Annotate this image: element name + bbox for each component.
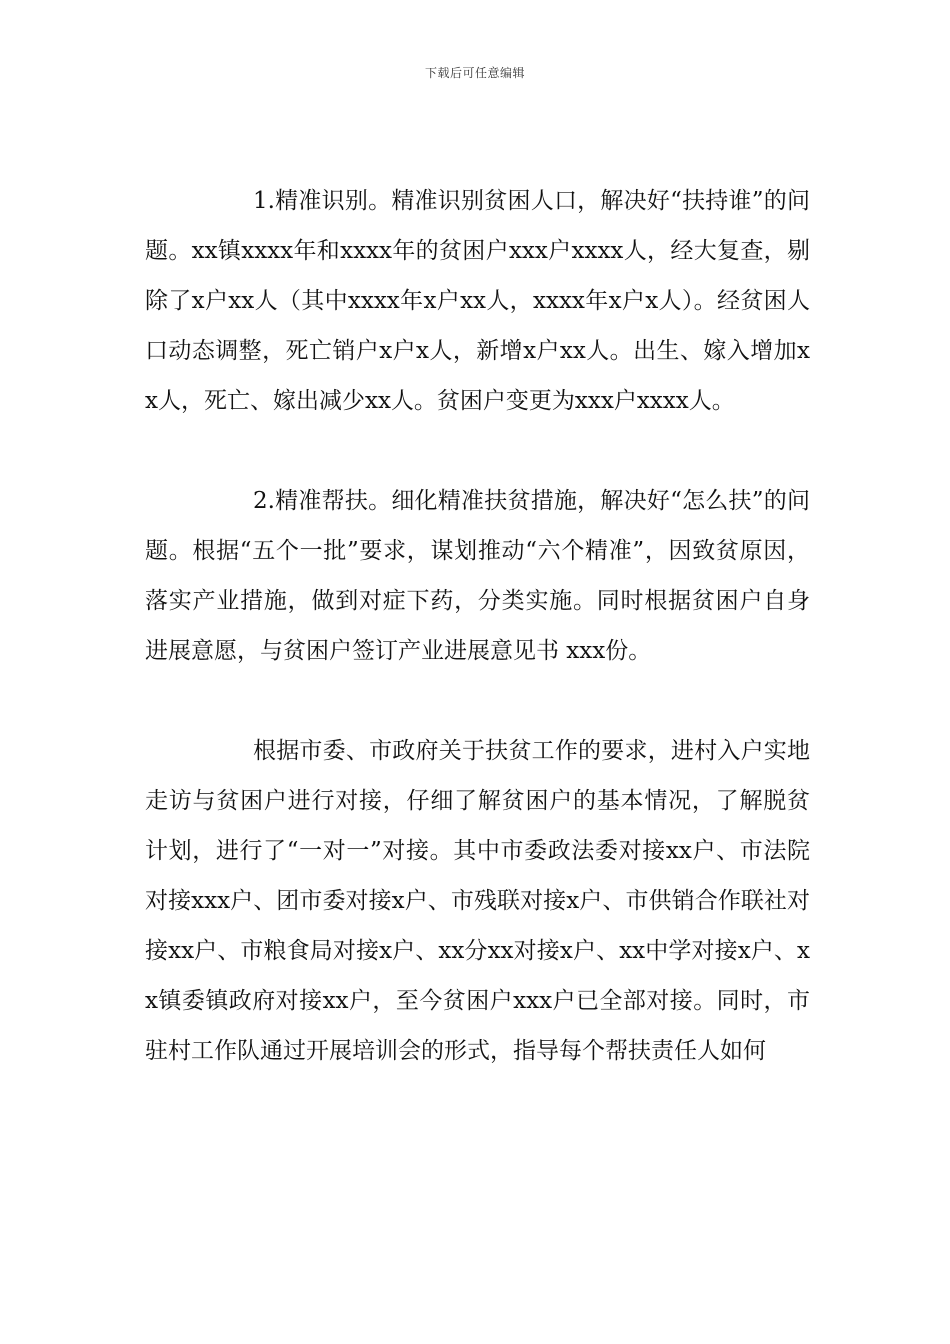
paragraph-precise-identification: 1.精准识别。精准识别贫困人口，解决好“扶持谁”的问题。xx镇xxxx年和xxxx年的贫困户xxx户xxxx人，经大复查，剔除了x户xx人（其中xxxx年x户xx人，xxxx年x户x人）。经贫困人口动态调整，死亡销户x户x人，新增x户xx人。出生、嫁入增加xx人，死亡、嫁出减少xx人。贫困户变更为xxx户xxxx人。 (145, 188, 810, 414)
paragraph-precise-assistance: 2.精准帮扶。细化精准扶贫措施，解决好“怎么扶”的问题。根据“五个一批”要求，谋划推动“六个精准”，因致贫原因，落实产业措施，做到对症下药，分类实施。同时根据贫困户自身进展意愿，与贫困户签订产业进展意见书 xxx份。 (145, 488, 810, 664)
paragraph-pairing: 根据市委、市政府关于扶贫工作的要求，进村入户实地走访与贫困户进行对接，仔细了解贫困户的基本情况，了解脱贫计划，进行了“一对一”对接。其中市委政法委对接xx户、市法院对接xxx户、团市委对接x户、市残联对接x户、市供销合作联社对接xx户、市粮食局对接x户、xx分xx对接x户、xx中学对接x户、xx镇委镇政府对接xx户，至今贫困户xxx户已全部对接。同时，市驻村工作队通过开展培训会的形式，指导每个帮扶责任人如何 (145, 738, 810, 1064)
page-header: 下载后可任意编辑 (424, 66, 525, 80)
document-body (145, 176, 810, 1076)
